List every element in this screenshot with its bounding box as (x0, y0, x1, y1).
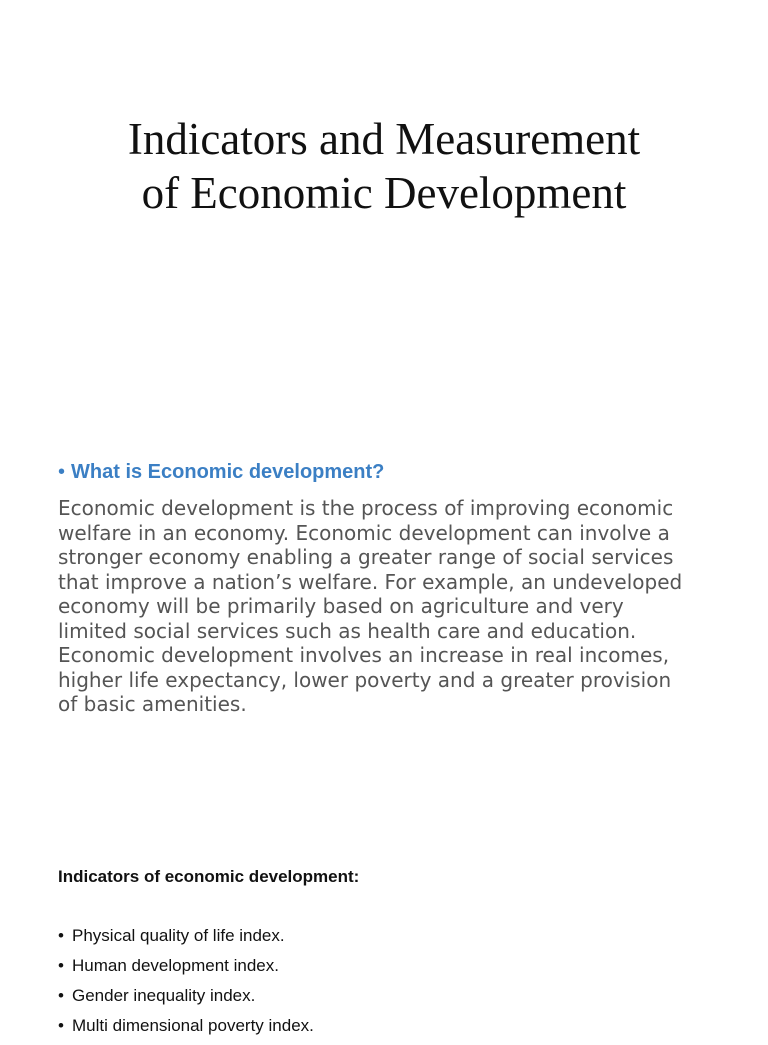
bullet-icon: • (58, 461, 66, 483)
list-item-text: Multi dimensional poverty index. (72, 1016, 314, 1035)
paragraph-line: higher life expectancy, lower poverty and a greater provision (58, 667, 672, 692)
paragraph-line: Economic development involves an increase in real incomes, (58, 643, 670, 667)
slide-title-line-2: of Economic Development (141, 168, 627, 218)
bullet-icon: • (58, 926, 64, 945)
definition-paragraph (58, 496, 718, 717)
list-item (58, 955, 314, 985)
bullet-icon: • (58, 1016, 64, 1035)
question-text: What is Economic development? (71, 461, 385, 483)
paragraph-line: welfare in an economy. Economic development can involve a (58, 520, 670, 545)
indicator-list (58, 925, 314, 1045)
list-item-text: Physical quality of life index. (72, 926, 285, 945)
paragraph-line: limited social services such as health care and education. (58, 618, 637, 643)
list-item (58, 985, 314, 1015)
paragraph-line: stronger economy enabling a greater range of social services (58, 545, 674, 569)
list-item (58, 1015, 314, 1045)
slide-title-line-1: Indicators and Measurement (127, 114, 641, 164)
question-heading (58, 461, 384, 484)
list-item-text: Human development index. (72, 956, 279, 975)
bullet-icon: • (58, 986, 64, 1005)
paragraph-line: Economic development is the process of improving economic (58, 496, 674, 520)
list-item (58, 925, 314, 955)
slide-title (0, 112, 768, 220)
list-item-text: Gender inequality index. (72, 986, 256, 1005)
indicators-heading: Indicators of economic development: (58, 867, 360, 886)
paragraph-line: economy will be primarily based on agriculture and very (58, 594, 624, 618)
paragraph-line: that improve a nation’s welfare. For example, an undeveloped (58, 569, 683, 594)
paragraph-line: of basic amenities. (58, 692, 247, 716)
bullet-icon: • (58, 956, 64, 975)
